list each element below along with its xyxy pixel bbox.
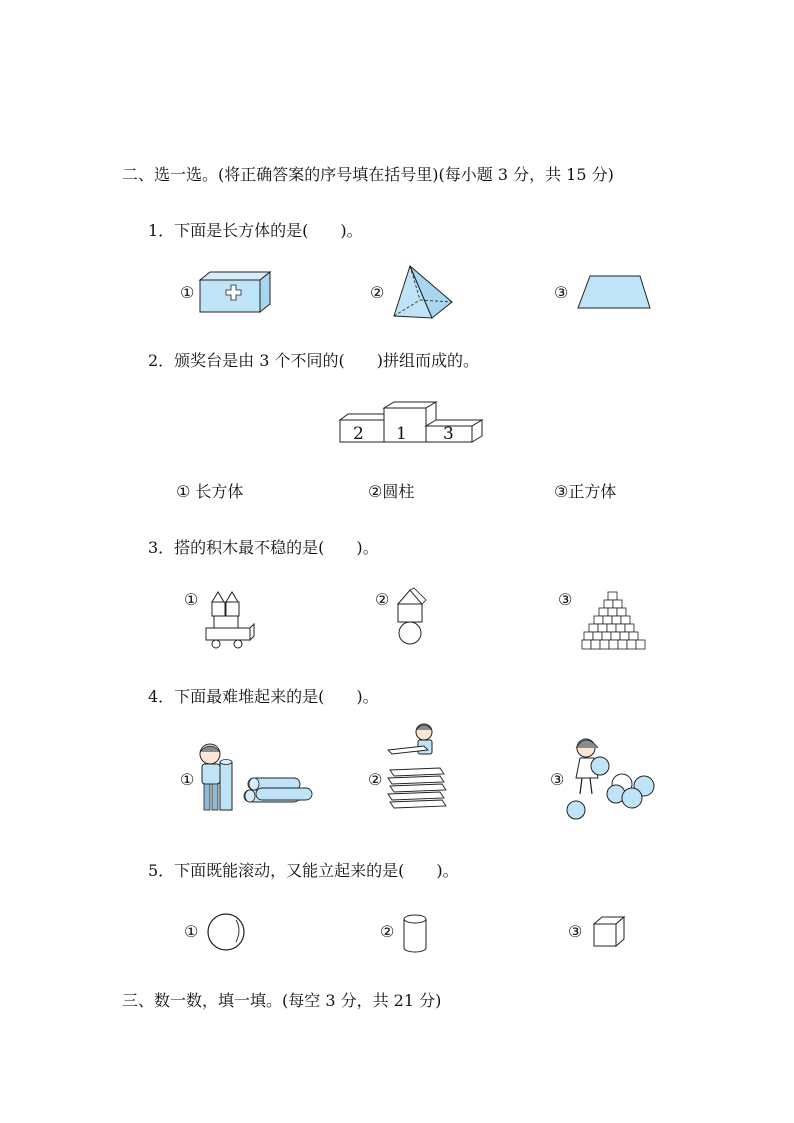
cylinder-icon: [402, 914, 430, 954]
question-2-text: 2．颁奖台是由 3 个不同的( )拼组而成的。: [148, 351, 480, 370]
girl-with-balls-illustration: [566, 736, 658, 822]
q4-option-1-label: ①: [180, 770, 195, 789]
pyramid-icon: [392, 264, 454, 320]
q1-option-3-label: ③: [554, 283, 569, 302]
q5-option-3-label: ③: [568, 922, 583, 941]
block-pyramid-icon: [580, 588, 648, 652]
cube-icon: [592, 914, 628, 950]
question-3-text: 3．搭的积木最不稳的是( )。: [148, 538, 379, 557]
cube-on-ball-icon: [394, 588, 430, 648]
question-4-text: 4．下面最难堆起来的是( )。: [148, 687, 379, 706]
q1-option-2-label: ②: [370, 283, 385, 302]
podium-label-2: 2: [353, 424, 364, 444]
question-1-text: 1．下面是长方体的是( )。: [148, 221, 363, 240]
section-3-title: 三、数一数，填一填。(每空 3 分，共 21 分): [122, 991, 442, 1010]
boy-with-cylinders-illustration: [196, 742, 314, 814]
q3-option-2-label: ②: [375, 590, 390, 609]
section-2-title: 二、选一选。(将正确答案的序号填在括号里)(每小题 3 分，共 15 分): [122, 165, 614, 184]
trapezoid-prism-icon: [576, 274, 652, 310]
block-cart-icon: [204, 588, 256, 650]
q2-option-1: ① 长方体: [176, 482, 244, 501]
q2-option-2: ②圆柱: [368, 482, 415, 501]
sphere-icon: [206, 912, 246, 952]
question-5-text: 5．下面既能滚动，又能立起来的是( )。: [148, 861, 459, 880]
q1-option-1-label: ①: [180, 283, 195, 302]
podium-label-3: 3: [443, 424, 454, 444]
q2-option-3: ③正方体: [554, 482, 617, 501]
q5-option-1-label: ①: [184, 922, 199, 941]
q5-option-2-label: ②: [380, 922, 395, 941]
q4-option-3-label: ③: [550, 770, 565, 789]
medicine-box-icon: [198, 270, 274, 314]
q3-option-1-label: ①: [184, 590, 199, 609]
boy-with-planks-illustration: [384, 720, 448, 812]
q3-option-3-label: ③: [558, 590, 573, 609]
q4-option-2-label: ②: [368, 770, 383, 789]
podium-label-1: 1: [396, 424, 407, 444]
